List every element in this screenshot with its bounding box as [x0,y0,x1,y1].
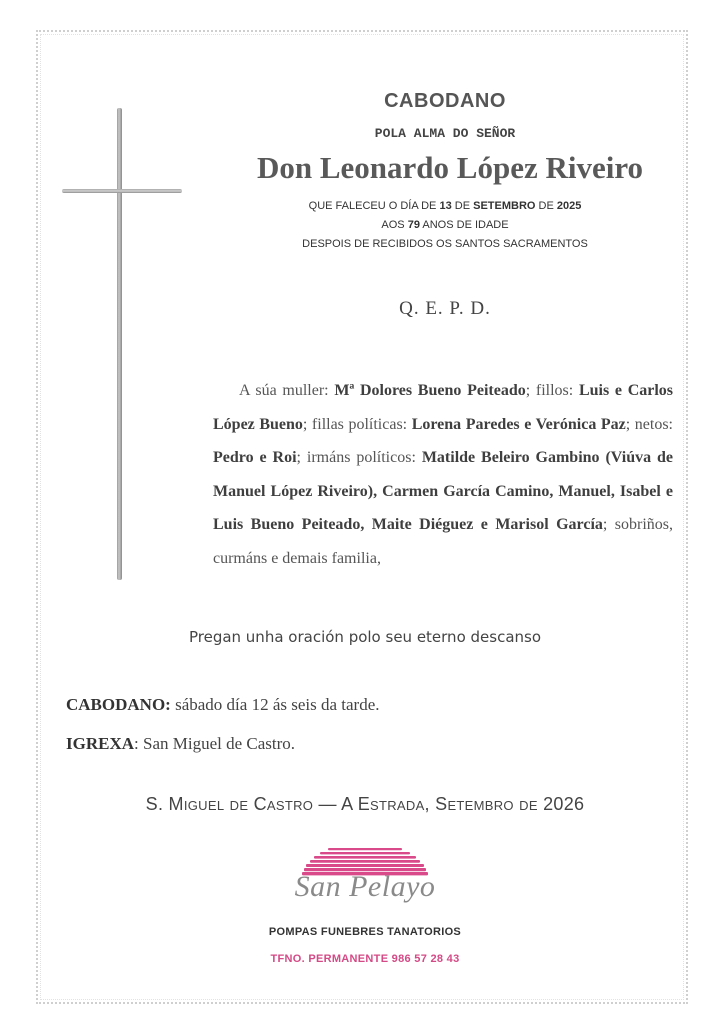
location-date: S. Miguel de Castro — A Estrada, Setembro de 2026 [145,794,585,814]
cross-icon-horizontal [62,189,182,193]
notice-title: CABODANO [384,90,506,112]
company-name: POMPAS FUNEBRES TANATORIOS [268,926,462,938]
family-paragraph: A súa muller: Mª Dolores Bueno Peiteado; fillos: Luis e Carlos López Bueno; fillas políticas: Lorena Paredes e Verónica Paz; netos: Pedro e Roi; irmáns políticos: Matilde Beleiro Gambino (Viúva de Manuel López Riveiro), Carmen García Camino, Manuel, Isabel e Luis Bueno Peiteado, Maite Diéguez e Marisol García; sobriños, curmáns e demais familia, [213,382,674,567]
phone-number: TFNO. PERMANENTE 986 57 28 43 [270,953,460,965]
sacraments-line: DESPOIS DE RECIBIDOS OS SANTOS SACRAMENTOS [302,238,588,250]
qepd: Q. E. P. D. [399,298,491,319]
deceased-name: Don Leonardo López Riveiro [256,150,644,185]
death-date-line: QUE FALECEU O DÍA DE 13 DE SETEMBRO DE 2025 [308,200,582,212]
cross-icon-vertical [117,108,122,580]
notice-subtitle: POLA ALMA DO SEÑOR [374,126,516,141]
prayer-line: Pregan unha oración polo seu eterno descanso [188,628,542,646]
event-church: IGREXA: San Miguel de Castro. [66,734,296,753]
event-cabodano: CABODANO: sábado día 12 ás seis da tarde. [66,695,380,714]
age-line: AOS 79 ANOS DE IDADE [381,219,509,231]
logo-text: San Pelayo [294,870,436,903]
